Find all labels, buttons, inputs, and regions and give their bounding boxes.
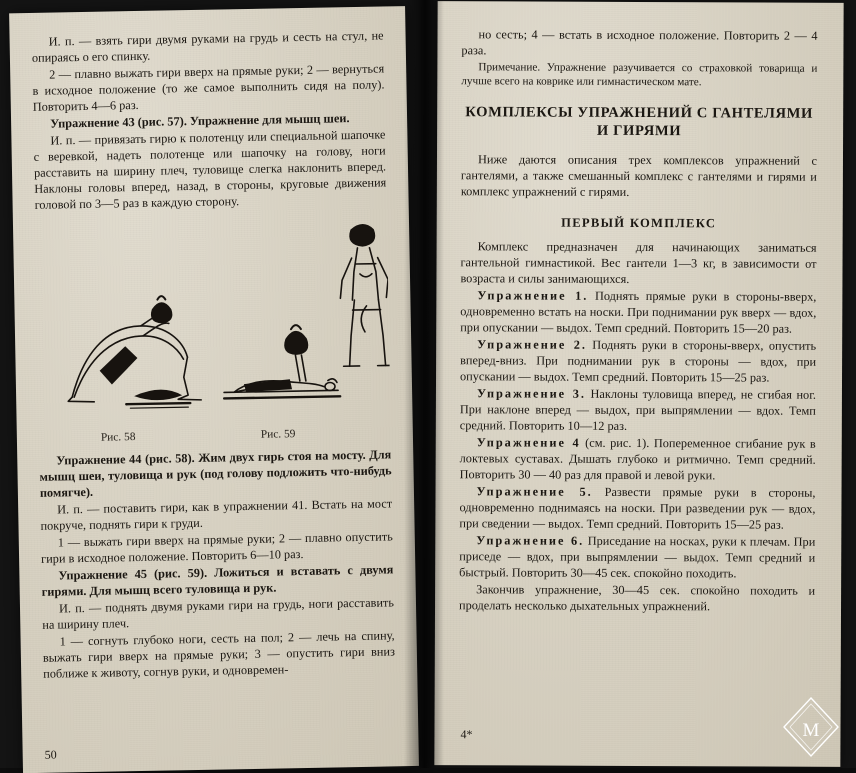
exercise-6-text: Приседание на носках, руки к плечам. При приседе — вдох, при выпрямлении — выдох. Темп средний и быстрый. Повторить 30—45 сек. спокойно походить. bbox=[459, 533, 816, 581]
figure-caption-59: Рис. 59 bbox=[260, 427, 296, 441]
exercise-2-label: Упражнение 2. bbox=[477, 337, 587, 352]
paragraph: но сесть; 4 — встать в исходное положение. Повторить 2 — 4 раза. bbox=[461, 27, 818, 58]
right-page-sheet bbox=[434, 1, 843, 767]
page-number-left: 50 bbox=[44, 747, 57, 762]
exercise-5-text: Развести прямые руки в стороны, одновременно поднимаясь на носки. При разведении рук — вдох, при сведении — выдох. Темп средний. Повторить 15—25 раз. bbox=[459, 484, 816, 532]
paragraph: И. п. — поставить гири, как в упражнении 41. Встать на мост покруче, поднять гири к груди. bbox=[40, 496, 393, 533]
figure-caption-58: Рис. 58 bbox=[100, 430, 136, 444]
exercise-3 bbox=[460, 386, 816, 436]
paragraph: И. п. — привязать гирю к полотенцу или специальной шапочке с веревкой, надеть полотенце или шапочку на голову, ноги расставить на ширину плеч, туловище слегка наклонить вперед. Наклоны головы вперед, назад, в стороны, круговые движения головой по 3—5 раз в каждую сторону. bbox=[33, 127, 387, 212]
subsection-title: ПЕРВЫЙ КОМПЛЕКС bbox=[561, 215, 717, 231]
exercise-heading-45: Упражнение 45 (рис. 59). Ложиться и вставать с двумя гирями. Для мышц всего туловища и рук. bbox=[41, 562, 394, 599]
paragraph: И. п. — поднять двумя руками гири на грудь, ноги расставить на ширину плеч. bbox=[42, 595, 395, 632]
exercise-2 bbox=[460, 337, 816, 387]
figure-group bbox=[35, 213, 391, 451]
exercise-3-label: Упражнение 3. bbox=[476, 386, 586, 401]
closing-paragraph: Закончив упражнение, 30—45 сек. спокойно походить и проделать несколько дыхательных упражнений. bbox=[459, 582, 816, 614]
paragraph: 1 — согнуть глубоко ноги, сесть на пол; 2 — лечь на спину, выжать гири вверх на прямые руки; 3 — опустить гири вниз поближе к животу, согнув руки, и одновремен- bbox=[42, 628, 395, 681]
paragraph: 1 — выжать гири вверх на прямые руки; 2 — плавно опустить гири в исходное положение. Повторить 6—10 раз. bbox=[40, 529, 393, 566]
left-page-column bbox=[32, 28, 396, 683]
section-title-line2: И ГИРЯМИ bbox=[596, 122, 682, 140]
exercise-heading-43: Упражнение 43 (рис. 57). Упражнение для мышц шеи. bbox=[50, 111, 350, 131]
exercise-illustrations bbox=[35, 213, 391, 429]
exercise-5 bbox=[459, 484, 815, 534]
note-paragraph: Примечание. Упражнение разучивается со страховкой товарища и лучше всего на коврике или гимнастическом мате. bbox=[461, 61, 818, 89]
section-title bbox=[461, 104, 817, 141]
exercise-6 bbox=[459, 533, 815, 583]
section-title-line1: КОМПЛЕКСЫ УПРАЖНЕНИЙ С ГАНТЕЛЯМИ bbox=[465, 104, 814, 122]
watermark bbox=[780, 696, 842, 758]
exercise-4 bbox=[460, 435, 816, 485]
exercise-1-label: Упражнение 1. bbox=[477, 288, 589, 303]
paragraph: И. п. — взять гири двумя руками на грудь и сесть на стул, не опираясь о его спинку. bbox=[31, 28, 384, 65]
left-page-sheet bbox=[9, 6, 419, 773]
diamond-monogram-icon bbox=[780, 696, 842, 758]
exercise-1-text: Поднять прямые руки в стороны-вверх, одновременно встать на носки. При поднимании рук вверх — вдох, при опускании — выдох. Темп средний. Повторить 15—20 раз. bbox=[460, 288, 817, 336]
watermark-letter: М bbox=[802, 720, 820, 741]
exercise-4-text: (см. рис. 1). Попеременное сгибание рук в локтевых суставах. Дышать глубоко и ритмично. Темп средний. Повторить 30 — 40 раз для правой и левой руки. bbox=[459, 435, 816, 483]
page-number-right: 4* bbox=[460, 727, 473, 742]
exercise-2-text: Поднять руки в стороны-вверх, опустить вперед-вниз. При поднимании рук в стороны — вдох, при опускании — выдох. Темп средний. Повторить 15—25 раз. bbox=[460, 337, 817, 385]
intro-paragraph: Ниже даются описания трех комплексов упражнений с гантелями, а также смешанный комплекс с гантелями и гирями и комплекс упражнений с гирями. bbox=[460, 152, 818, 199]
exercise-3-text: Наклоны туловища вперед, не сгибая ног. При наклоне вперед — выдох, при выпрямлении — вдох. Темп средний. Повторить 10—12 раз. bbox=[459, 386, 816, 433]
right-page-column bbox=[459, 27, 818, 616]
exercise-4-label: Упражнение 4 bbox=[476, 435, 581, 450]
exercise-5-label: Упражнение 5. bbox=[476, 484, 593, 499]
exercise-6-label: Упражнение 6. bbox=[476, 533, 585, 548]
exercise-heading-44: Упражнение 44 (рис. 58). Жим двух гирь стоя на мосту. Для мышц шеи, туловища и рук (под голову подложить что-нибудь помягче). bbox=[39, 447, 392, 500]
paragraph: Комплекс предназначен для начинающих заниматься гантельной гимнастикой. Вес гантели 1—3 кг, в зависимости от возраста и силы занимающихся. bbox=[460, 239, 817, 287]
paragraph: 2 — плавно выжать гири вверх на прямые руки; 2 — вернуться в исходное положение (то же самое выполнить сидя на полу). Повторить 4—6 раз. bbox=[32, 61, 385, 114]
exercise-1 bbox=[460, 288, 816, 338]
